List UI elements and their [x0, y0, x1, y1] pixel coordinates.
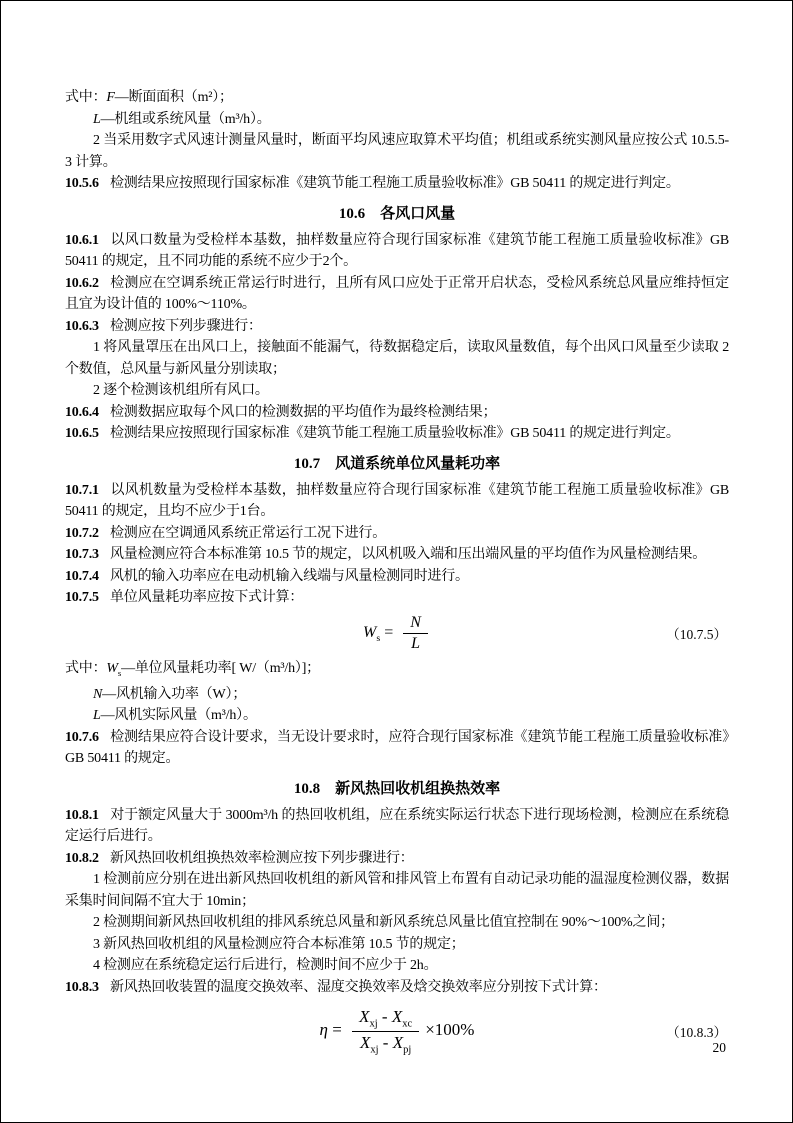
clause-10.7.3 [65, 544, 729, 566]
list-item: 4 检测应在系统稳定运行后进行，检测时间不应少于 2h。 [93, 958, 438, 974]
clause-number: 10.7.5 [65, 590, 99, 605]
clause-number: 10.7.3 [65, 547, 99, 562]
clause-number: 10.6.3 [65, 318, 99, 334]
clause-10.6.3 [65, 316, 729, 338]
paragraph [65, 684, 729, 706]
clause-text: 对于额定风量大于 3000m³/h 的热回收机组，应在系统实际运行状态下进行现场检测，检测应在系统稳定运行后进行。 [65, 807, 729, 845]
subscript: xc [402, 1018, 413, 1030]
formula [65, 1007, 729, 1055]
list-item: 3 新风热回收机组的风量检测应符合本标准第 10.5 节的规定； [93, 936, 465, 952]
text-run: —风机实际风量（m³/h）。 [100, 708, 257, 724]
math-var: L [93, 708, 101, 724]
text-run: ×100% [425, 1020, 475, 1040]
clause-number: 10.7.1 [65, 482, 99, 498]
clause-number: 10.6.2 [65, 275, 99, 291]
text-run: - [377, 1007, 392, 1027]
clause-text: 以风口数量为受检样本基数，抽样数量应符合现行国家标准《建筑节能工程施工质量验收标准》GB 50411 的规定，且不同功能的系统不应少于2个。 [65, 232, 729, 269]
clause-text: 风机的输入功率应在电动机输入线端与风量检测同时进行。 [110, 568, 469, 584]
text-run: 式中： [65, 90, 107, 105]
numerator [352, 1007, 419, 1031]
clause-number: 10.7.6 [65, 729, 99, 745]
clause-number: 10.6.1 [65, 232, 99, 248]
clause-number: 10.6.4 [65, 404, 99, 420]
document-body [65, 87, 729, 1064]
math-var: X [391, 1007, 403, 1027]
formula-lhs [363, 623, 398, 644]
text-run: —单位风量耗功率[ W/（m³/h）]； [121, 660, 320, 676]
paragraph [65, 87, 729, 109]
clause-10.8.1 [65, 805, 729, 848]
clause-text: 新风热回收装置的温度交换效率、湿度交换效率及焓交换效率应分别按下式计算： [110, 979, 607, 995]
clause-10.6.1 [65, 230, 729, 273]
clause-text: 检测应在空调系统正常运行时进行，且所有风口应处于正常开启状态，受检风系统总风量应维持恒定且宜为设计值的 100%～110%。 [65, 275, 729, 312]
subscript: xj [370, 1044, 379, 1056]
clause-10.7.1 [65, 480, 729, 523]
subscript: pj [403, 1044, 412, 1056]
formula-expression [363, 614, 431, 653]
clause-number: 10.8.2 [65, 850, 99, 866]
math-var: W [106, 660, 118, 676]
denominator [403, 634, 428, 653]
clause-text: 检测应按下列步骤进行： [110, 318, 262, 334]
subscript: s [117, 667, 122, 678]
clause-text: 检测结果应按照现行国家标准《建筑节能工程施工质量验收标准》GB 50411 的规定进行判定。 [110, 176, 680, 191]
text-run: —机组或系统风量（m³/h）。 [100, 111, 271, 127]
clause-10.6.4 [65, 402, 729, 424]
math-var: X [392, 1032, 404, 1052]
clause-text: 检测结果应按照现行国家标准《建筑节能工程施工质量验收标准》GB 50411 的规定进行判定。 [110, 426, 680, 441]
math-var: N [410, 613, 421, 631]
clause-10.6.2 [65, 273, 729, 316]
page-number: 20 [712, 1040, 726, 1055]
paragraph [65, 109, 729, 131]
text-run: = [380, 623, 398, 641]
formula [65, 614, 729, 653]
clause-number: 10.6.5 [65, 426, 99, 441]
paragraph [65, 705, 729, 727]
clause-number: 10.7.2 [65, 525, 99, 541]
list-item: 1 检测前应分别在进出新风热回收机组的新风管和排风管上布置有自动记录功能的温湿度检测仪器，数据采集时间间隔不宜大于 10min； [65, 872, 729, 909]
formula-suffix [425, 1020, 474, 1039]
section-heading: 10.7 风道系统单位风量耗功率 [293, 455, 501, 472]
clause-10.7.2 [65, 523, 729, 545]
clause-number: 10.8.1 [65, 807, 99, 823]
clause-10.7.5 [65, 587, 729, 609]
math-var: L [411, 634, 421, 652]
text-run: 式中： [65, 660, 107, 676]
clause-10.8.3 [65, 977, 729, 999]
list-item: 1 将风量罩压在出风口上，接触面不能漏气，待数据稳定后，读取风量数值，每个出风口风量至少读取 2 个数值，总风量与新风量分别读取； [65, 340, 729, 377]
clause-10.5.6 [65, 173, 729, 195]
paragraph [65, 658, 729, 684]
fraction [352, 1007, 419, 1055]
equation-number: （10.8.3） [666, 1025, 727, 1041]
equation-number: （10.7.5） [666, 627, 727, 642]
list-item: 2 检测期间新风热回收机组的排风系统总风量和新风系统总风量比值宜控制在 90%～100%之间； [93, 915, 674, 931]
subscript: s [376, 632, 381, 644]
numerator [403, 614, 428, 634]
clause-text: 新风热回收机组换热效率检测应按下列步骤进行： [110, 850, 414, 866]
section-heading: 10.6 各风口风量 [338, 205, 456, 222]
clause-10.8.2 [65, 848, 729, 870]
clause-text: 检测结果应符合设计要求，当无设计要求时，应符合现行国家标准《建筑节能工程施工质量验收标准》GB 50411 的规定。 [65, 729, 729, 767]
formula-lhs [320, 1020, 347, 1039]
math-var: F [106, 90, 115, 105]
clause-10.7.6 [65, 727, 729, 770]
text-run: —风机输入功率（W）； [102, 686, 247, 702]
math-var: L [93, 111, 101, 127]
text-run: - [378, 1032, 393, 1052]
math-var: X [359, 1007, 370, 1027]
math-var: X [359, 1032, 371, 1052]
clause-number: 10.5.6 [65, 176, 99, 191]
clause-10.7.4 [65, 566, 729, 588]
math-var: η [319, 1020, 328, 1040]
section-heading: 10.8 新风热回收机组换热效率 [293, 780, 501, 797]
text-run: —断面面积（m²）； [114, 90, 233, 105]
subscript: xj [369, 1018, 378, 1030]
fraction [403, 614, 428, 653]
clause-text: 风量检测应符合本标准第 10.5 节的规定，以风机吸入端和压出端风量的平均值作为风量检测结果。 [110, 547, 707, 562]
clause-number: 10.7.4 [65, 568, 99, 584]
list-item: 2 当采用数字式风速计测量风量时，断面平均风速应取算术平均值；机组或系统实测风量应按公式 10.5.5-3 计算。 [65, 133, 729, 170]
clause-text: 单位风量耗功率应按下式计算： [110, 590, 304, 605]
clause-10.6.5 [65, 423, 729, 445]
math-var: W [363, 623, 377, 641]
denominator [352, 1032, 419, 1055]
clause-text: 以风机数量为受检样本基数，抽样数量应符合现行国家标准《建筑节能工程施工质量验收标准》GB 50411 的规定，且均不应少于1台。 [65, 482, 729, 519]
clause-text: 检测数据应取每个风口的检测数据的平均值作为最终检测结果； [110, 404, 497, 420]
clause-number: 10.8.3 [65, 979, 99, 995]
text-run: = [327, 1020, 347, 1040]
formula-expression [320, 1007, 475, 1055]
clause-text: 检测应在空调通风系统正常运行工况下进行。 [110, 525, 386, 541]
list-item: 2 逐个检测该机组所有风口。 [93, 383, 269, 398]
math-var: N [93, 686, 103, 702]
